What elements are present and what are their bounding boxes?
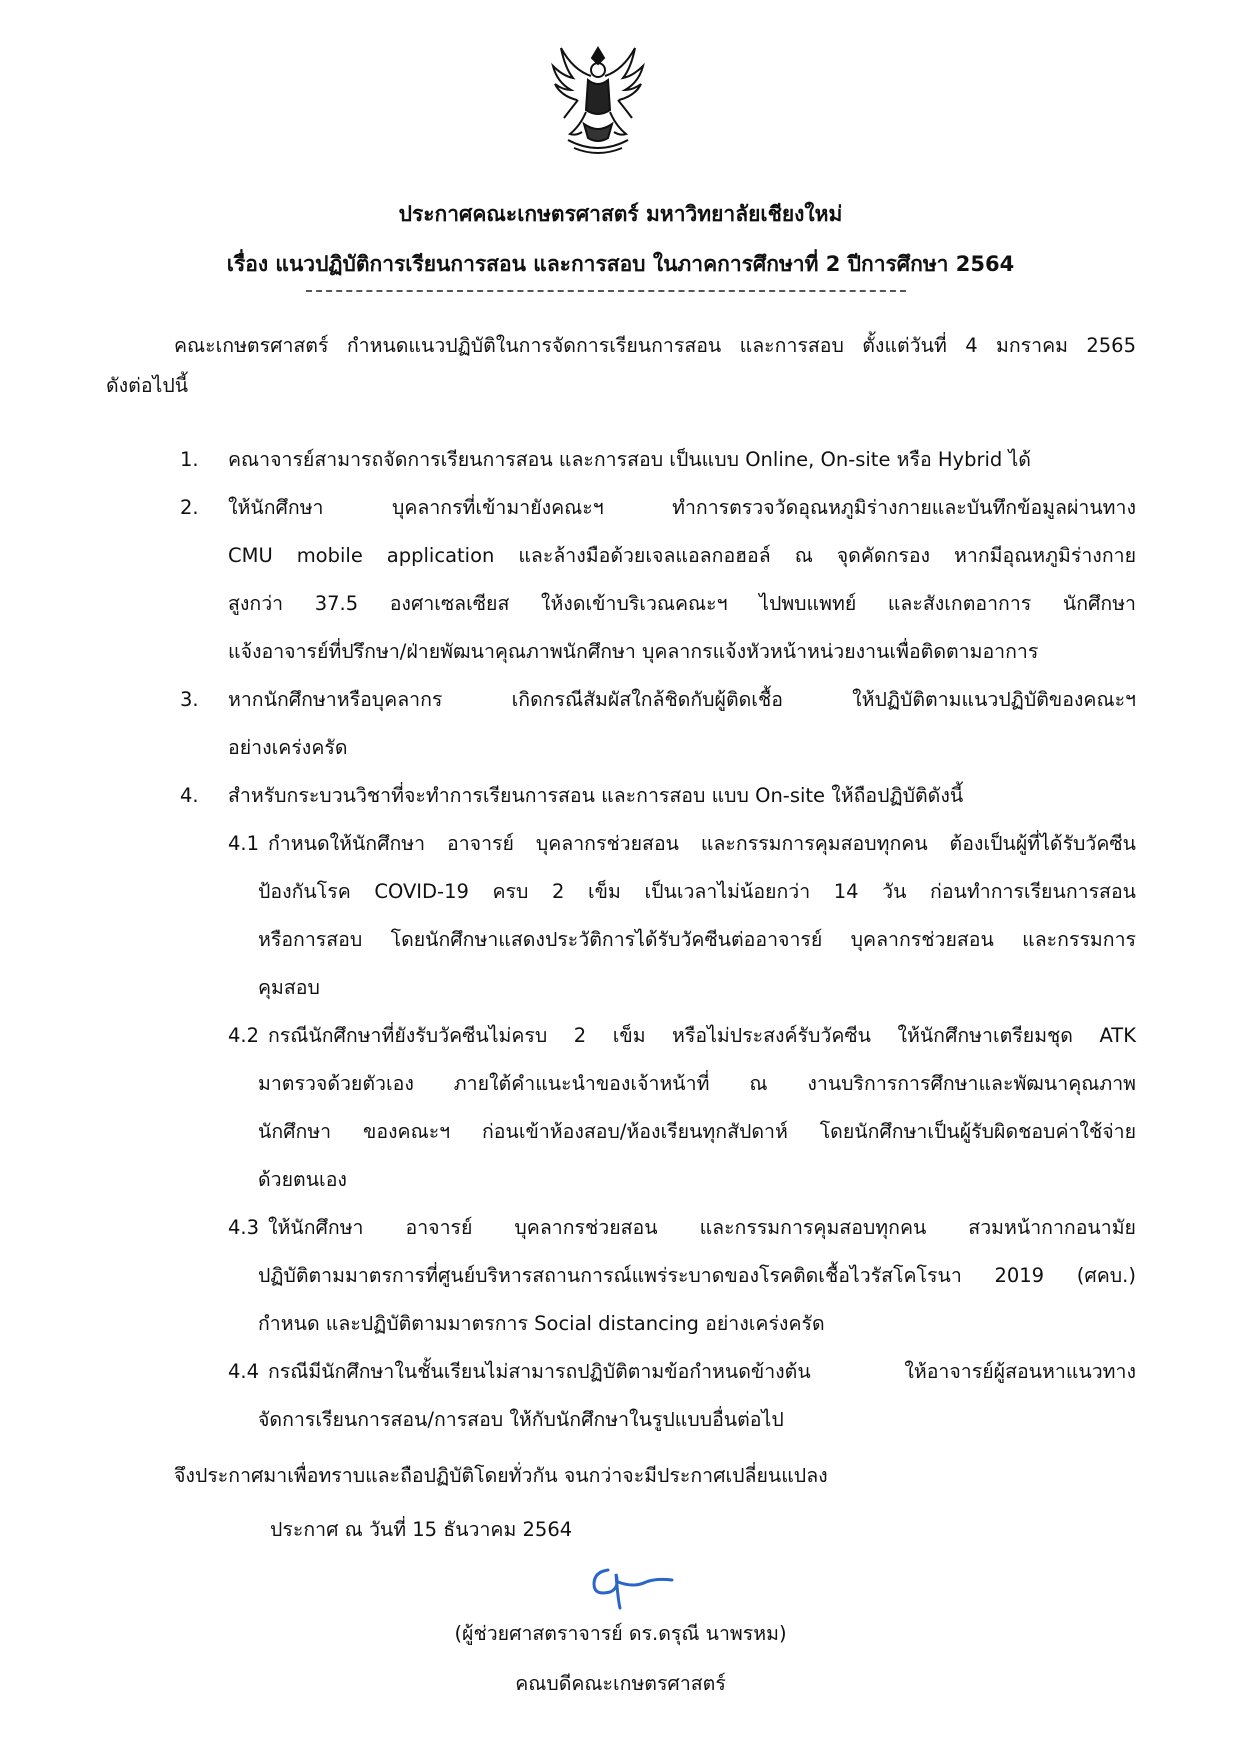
subitem-4-2-line: กรณีนักศึกษาที่ยังรับวัคซีนไม่ครบ 2 เข็ม หรือไม่ประสงค์รับวัคซีน ให้นักศึกษาเตรียมชุด ATK xyxy=(268,1024,1136,1047)
subitem-4-2-line: นักศึกษา ของคณะฯ ก่อนเข้าห้องสอบ/ห้องเรียนทุกสัปดาห์ โดยนักศึกษาเป็นผู้รับผิดชอบค่าใช้จ่าย xyxy=(258,1120,1136,1143)
announcement-date: ประกาศ ณ วันที่ 15 ธันวาคม 2564 xyxy=(270,1518,573,1541)
subitem-4-3-line: ให้นักศึกษา อาจารย์ บุคลากรช่วยสอน และกรรมการคุมสอบทุกคน สวมหน้ากากอนามัย xyxy=(268,1216,1136,1239)
item-2-line: สูงกว่า 37.5 องศาเซลเซียส ให้งดเข้าบริเวณคณะฯ ไปพบแพทย์ และสังเกตอาการ นักศึกษา xyxy=(228,592,1136,615)
announcement-subject: เรื่อง แนวปฏิบัติการเรียนการสอน และการสอบ ในภาคการศึกษาที่ 2 ปีการศึกษา 2564 xyxy=(226,252,1015,276)
subitem-4-3-line: กำหนด และปฏิบัติตามมาตรการ Social distancing อย่างเคร่งครัด xyxy=(258,1312,825,1335)
item-number: 3. xyxy=(180,688,199,711)
item-3-line: อย่างเคร่งครัด xyxy=(228,736,348,759)
subitem-4-1-line: ป้องกันโรค COVID-19 ครบ 2 เข็ม เป็นเวลาไม่น้อยกว่า 14 วัน ก่อนทำการเรียนการสอน xyxy=(258,880,1136,903)
signatory-name: (ผู้ช่วยศาสตราจารย์ ดร.ดรุณี นาพรหม) xyxy=(454,1622,787,1645)
subitem-number: 4.2 xyxy=(228,1024,260,1047)
intro-line-2: ดังต่อไปนี้ xyxy=(106,374,189,397)
handwritten-signature xyxy=(578,1556,678,1612)
subitem-4-3-line: ปฏิบัติตามมาตรการที่ศูนย์บริหารสถานการณ์แพร่ระบาดของโรคติดเชื้อไวรัสโคโรนา 2019 (ศคบ.) xyxy=(258,1264,1136,1287)
item-2-line: CMU mobile application และล้างมือด้วยเจลแอลกอฮอล์ ณ จุดคัดกรอง หากมีอุณหภูมิร่างกาย xyxy=(228,544,1136,567)
item-number: 4. xyxy=(180,784,199,807)
item-2-line: แจ้งอาจารย์ที่ปรึกษา/ฝ่ายพัฒนาคุณภาพนักศึกษา บุคลากรแจ้งหัวหน้าหน่วยงานเพื่อติดตามอาการ xyxy=(228,640,1039,663)
intro-line-1: คณะเกษตรศาสตร์ กำหนดแนวปฏิบัติในการจัดการเรียนการสอน และการสอบ ตั้งแต่วันที่ 4 มกราคม 2565 xyxy=(174,334,1136,357)
subitem-number: 4.1 xyxy=(228,832,260,855)
garuda-emblem xyxy=(548,40,648,158)
announcement-title: ประกาศคณะเกษตรศาสตร์ มหาวิทยาลัยเชียงใหม่ xyxy=(398,202,843,226)
item-1-line: คณาจารย์สามารถจัดการเรียนการสอน และการสอบ เป็นแบบ Online, On-site หรือ Hybrid ได้ xyxy=(228,448,1031,471)
subitem-4-1-line: หรือการสอบ โดยนักศึกษาแสดงประวัติการได้รับวัคซีนต่ออาจารย์ บุคลากรช่วยสอน และกรรมการ xyxy=(258,928,1136,951)
item-3-line: หากนักศึกษาหรือบุคลากร เกิดกรณีสัมผัสใกล้ชิดกับผู้ติดเชื้อ ให้ปฏิบัติตามแนวปฏิบัติของคณะฯ xyxy=(228,688,1136,711)
subitem-number: 4.3 xyxy=(228,1216,260,1239)
item-2-line: ให้นักศึกษา บุคลากรที่เข้ามายังคณะฯ ทำการตรวจวัดอุณหภูมิร่างกายและบันทึกข้อมูลผ่านทาง xyxy=(228,496,1136,519)
closing-statement: จึงประกาศมาเพื่อทราบและถือปฏิบัติโดยทั่วกัน จนกว่าจะมีประกาศเปลี่ยนแปลง xyxy=(174,1464,828,1487)
subitem-4-1-line: คุมสอบ xyxy=(258,976,320,999)
subitem-4-1-line: กำหนดให้นักศึกษา อาจารย์ บุคลากรช่วยสอน และกรรมการคุมสอบทุกคน ต้องเป็นผู้ที่ได้รับวัคซีน xyxy=(268,832,1136,855)
item-4-line: สำหรับกระบวนวิชาที่จะทำการเรียนการสอน และการสอบ แบบ On-site ให้ถือปฏิบัติดังนี้ xyxy=(228,784,964,807)
subitem-4-4-line: จัดการเรียนการสอน/การสอบ ให้กับนักศึกษาในรูปแบบอื่นต่อไป xyxy=(258,1408,784,1431)
subitem-4-2-line: ด้วยตนเอง xyxy=(258,1168,347,1191)
item-number: 1. xyxy=(180,448,199,471)
item-number: 2. xyxy=(180,496,199,519)
subitem-4-4-line: กรณีมีนักศึกษาในชั้นเรียนไม่สามารถปฏิบัติตามข้อกำหนดข้างต้น ให้อาจารย์ผู้สอนหาแนวทาง xyxy=(268,1360,1136,1383)
divider-line xyxy=(306,290,906,292)
subitem-number: 4.4 xyxy=(228,1360,260,1383)
signatory-position: คณบดีคณะเกษตรศาสตร์ xyxy=(515,1672,726,1695)
subitem-4-2-line: มาตรวจด้วยตัวเอง ภายใต้คำแนะนำของเจ้าหน้าที่ ณ งานบริการการศึกษาและพัฒนาคุณภาพ xyxy=(258,1072,1136,1095)
